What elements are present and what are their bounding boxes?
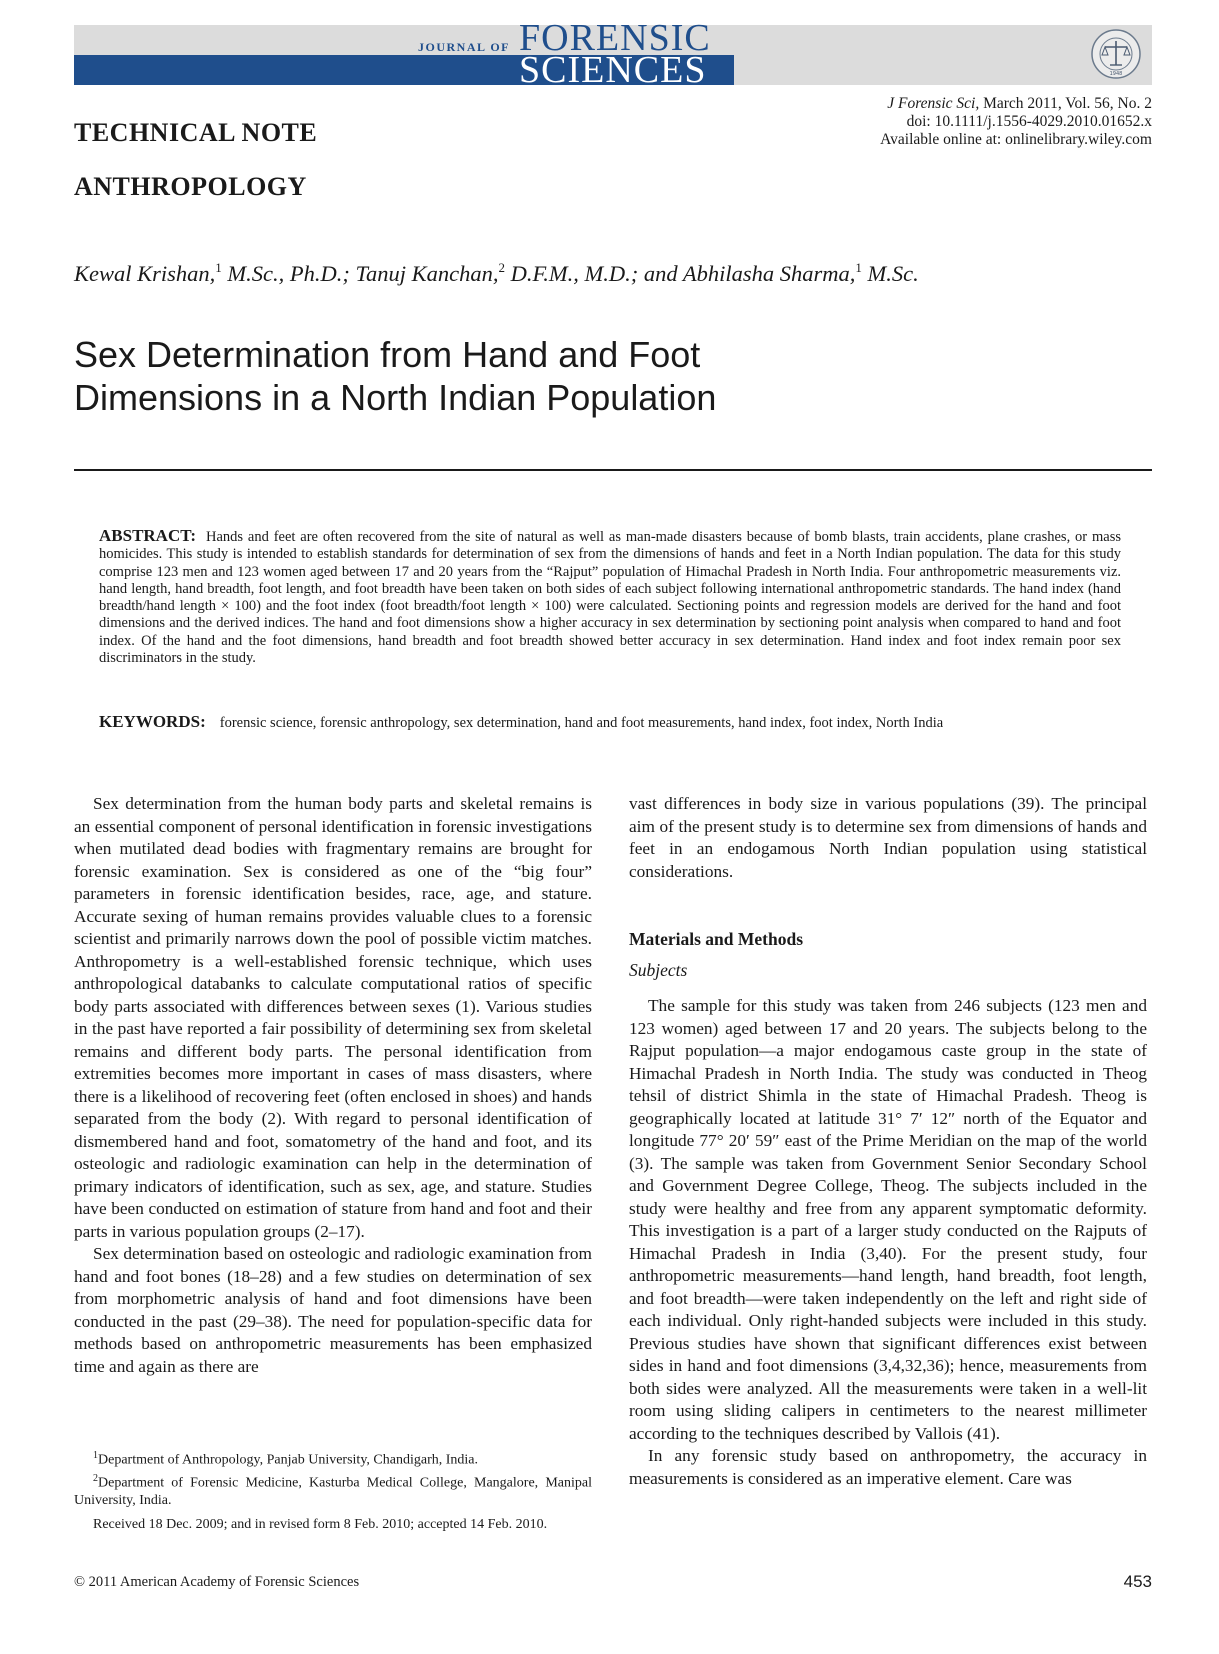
journal-name-line2: SCIENCES xyxy=(519,49,707,91)
footnotes xyxy=(74,1447,592,1534)
body-paragraph: In any forensic study based on anthropometry, the accuracy in measurements is considered as an imperative element. Care was xyxy=(629,1446,1147,1488)
title-divider xyxy=(74,469,1152,471)
copyright-notice: © 2011 American Academy of Forensic Sciences xyxy=(74,1574,360,1590)
author-1-degrees: M.Sc., Ph.D.; Tanuj Kanchan, xyxy=(221,261,499,286)
abstract-heading: ABSTRACT: xyxy=(99,526,196,545)
footnote-1 xyxy=(74,1447,592,1470)
body-paragraph: Sex determination from the human body parts and skeletal remains is an essential component of personal identification in forensic investigations when mutilated dead bodies with fragmentary remains are brought for forensic examination. Sex is considered as one of the “big four” parameters in forensic identification besides, race, age, and stature. Accurate sexing of human remains provides valuable clues to a forensic scientist and primarily narrows down the pool of possible victim matches. Anthropometry is a well-established forensic technique, which uses anthropological databanks to calculate computational ratios of specific body parts associated with differences between sexes (1). Various studies in the past have reported a fair possibility of determining sex from skeletal remains and different body parts. The personal identification from extremities becomes more important in cases of mass disasters, where there is a likelihood of recovering feet (often enclosed in shoes) and hands separated from the body (2). With regard to personal identification of dismembered hand and foot, somatometry of the hand and foot, and its osteologic and radiologic examination can help in the determination of primary indicators of identification, such as sex, age, and stature. Studies have been conducted on estimation of stature from hand and foot and their parts in various population groups (2–17). xyxy=(74,794,592,1241)
page-number: 453 xyxy=(1123,1572,1152,1591)
author-2-affil: 2 xyxy=(498,260,505,275)
journal-of-label: JOURNAL OF xyxy=(418,40,511,54)
received-dates: Received 18 Dec. 2009; and in revised form 8 Feb. 2010; accepted 14 Feb. 2010. xyxy=(93,1517,548,1533)
author-3-degrees: M.Sc. xyxy=(861,261,919,286)
author-3-affil: 1 xyxy=(855,260,862,275)
author-1-affil: 1 xyxy=(215,260,222,275)
abstract-text: Hands and feet are often recovered from the site of natural as well as man-made disasters because of bomb blasts, train accidents, plane crashes, or mass homicides. This study is intended to establish standards for determination of sex from the dimensions of hands and feet in a North Indian population. The data for this study comprise 123 men and 123 women aged between 17 and 20 years from the “Rajput” population of Himachal Pradesh in North India. Four anthropometric measurements viz. hand length, hand breadth, foot length, and foot breadth have been taken on both sides of each subject following international anthropometric standards. The hand index (hand breadth/hand length × 100) and the foot index (foot breadth/foot length × 100) were calculated. Sectioning points and regression models are derived for the hand and foot dimensions and the derived indices. The hand and foot dimensions show a higher accuracy in sex determination by sectioning point analysis when compared to hand and foot index. Of the hand and the foot dimensions, hand breadth and foot breadth showed better accuracy in sex determination. Hand index and foot index remain poor sex discriminators in the study. xyxy=(99,529,1121,667)
footnote-2 xyxy=(74,1470,592,1511)
footnote-2-text: Department of Forensic Medicine, Kasturba Medical College, Mangalore, Manipal University, India. xyxy=(74,1475,592,1509)
body-right-column xyxy=(629,793,1147,1490)
body-left-column xyxy=(74,793,592,1378)
author-2-degrees: D.F.M., M.D.; and Abhilasha Sharma, xyxy=(504,261,856,286)
author-1: Kewal Krishan, xyxy=(74,261,216,286)
keywords-heading: KEYWORDS: xyxy=(99,712,206,731)
seal-year: 1948 xyxy=(1109,71,1123,77)
citation-block xyxy=(880,95,1152,149)
journal-name-line1: FORENSIC xyxy=(519,17,711,59)
article-type: TECHNICAL NOTE xyxy=(74,118,318,147)
body-paragraph: Sex determination based on osteologic and radiologic examination from hand and foot bones (18–28) and a few studies on determination of sex from morphometric analysis of hand and foot dimensions have been conducted in the past (29–38). The need for population-specific data for methods based on anthropometric measurements has been emphasized time and again as there are xyxy=(74,1244,592,1376)
subsection-heading: Subjects xyxy=(629,959,688,980)
body-paragraph: The sample for this study was taken from 246 subjects (123 men and 123 women) aged between 17 and 20 years. The subjects belong to the Rajput population—a major endogamous caste group in the state of Himachal Pradesh in North India. The study was conducted in Theog tehsil of district Shimla in the state of Himachal Pradesh. Theog is geographically located at latitude 31° 7′ 12″ north of the Equator and longitude 77° 20′ 59″ east of the Prime Meridian on the map of the world (3). The sample was taken from Government Senior Secondary School and Government Degree College, Theog. The subjects included in the study were healthy and free from any apparent symptomatic deformity. This investigation is a part of a larger study conducted on the Rajputs of Himachal Pradesh in India (3,40). For the present study, four anthropometric measurements—hand length, hand breadth, foot length, and foot breadth—were taken independently on the left and right side of each individual. Only right-handed subjects were included in this study. Previous studies have shown that significant differences exist between sides in hand and foot dimensions (3,4,32,36); hence, measurements from both sides were analyzed. All the measurements were taken in a well-lit room using sliding calipers in centimeters to the nearest millimeter according to the techniques described by Vallois (41). xyxy=(629,996,1147,1443)
citation-online[interactable]: Available online at: onlinelibrary.wiley.com xyxy=(880,131,1152,148)
body-paragraph: vast differences in body size in various populations (39). The principal aim of the present study is to determine sex from dimensions of hands and feet in an endogamous North Indian population using statistical considerations. xyxy=(629,794,1147,881)
title-line-1: Sex Determination from Hand and Foot xyxy=(74,334,701,375)
abstract xyxy=(99,527,1121,667)
keywords-text: forensic science, forensic anthropology, sex determination, hand and foot measurements, hand index, foot index, North India xyxy=(219,715,944,731)
article-discipline: ANTHROPOLOGY xyxy=(74,172,307,201)
footnote-1-marker: 1 xyxy=(93,1450,98,1461)
citation-doi[interactable]: doi: 10.1111/j.1556-4029.2010.01652.x xyxy=(906,113,1152,130)
citation-journal: J Forensic Sci, xyxy=(887,95,980,112)
author-line xyxy=(74,260,919,287)
keywords xyxy=(99,713,1121,732)
footnote-2-marker: 2 xyxy=(93,1472,98,1484)
title-line-2: Dimensions in a North Indian Population xyxy=(74,377,717,418)
footnote-1-text: Department of Anthropology, Panjab University, Chandigarh, India. xyxy=(98,1452,478,1468)
article-title xyxy=(74,333,874,419)
section-heading: Materials and Methods xyxy=(629,929,804,949)
academy-seal-icon xyxy=(1090,28,1142,80)
citation-issue: March 2011, Vol. 56, No. 2 xyxy=(979,95,1152,112)
